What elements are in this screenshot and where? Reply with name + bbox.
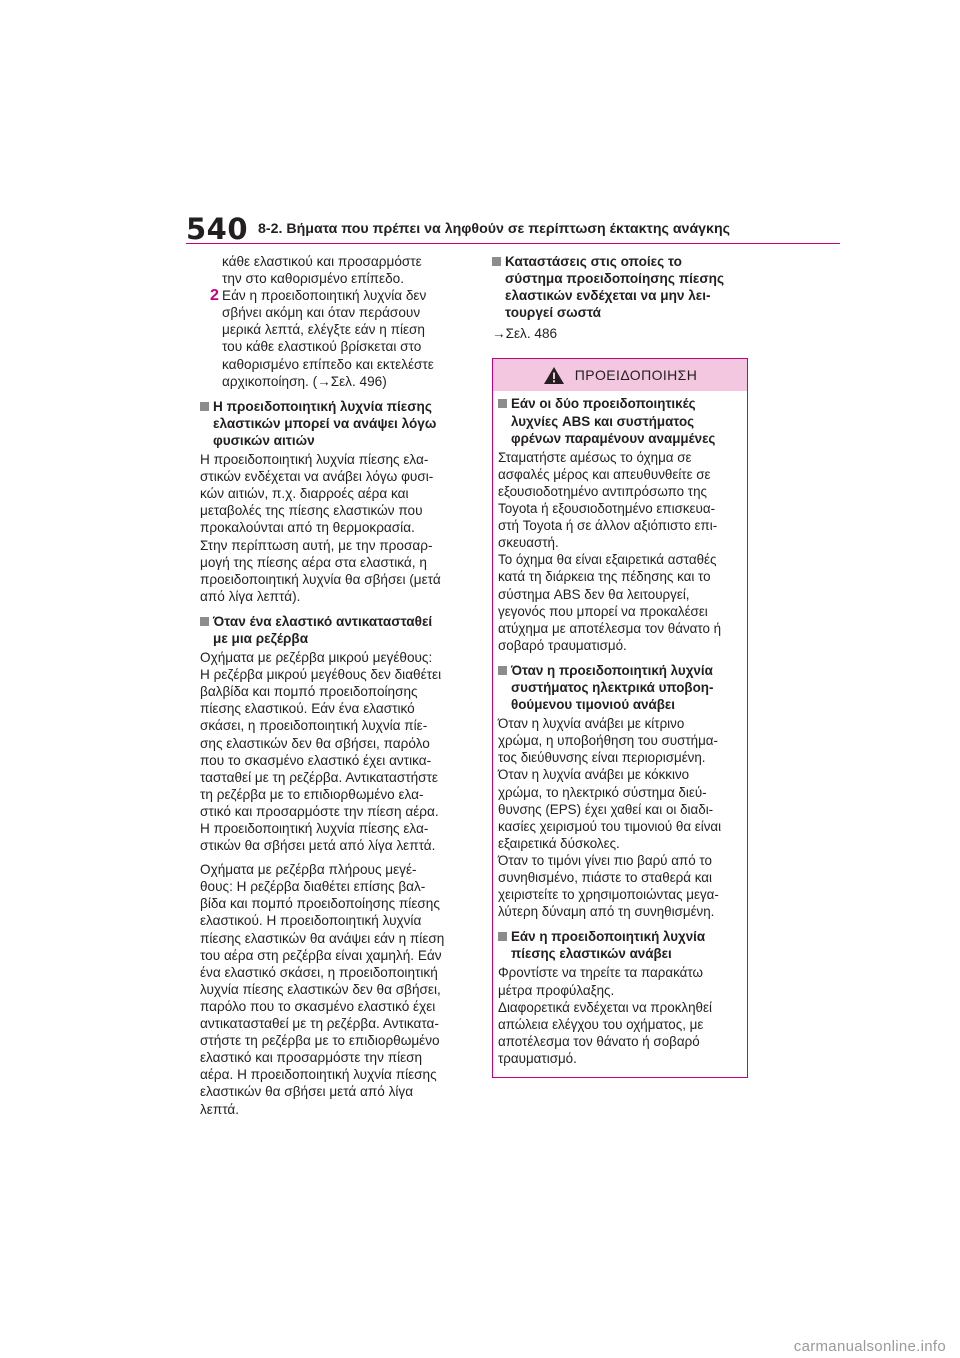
text-line: αποτέλεσμα τον θάνατο ή σοβαρό bbox=[498, 1033, 700, 1049]
text-line: σβήνει ακόμη και όταν περάσουν bbox=[222, 305, 421, 321]
warning-heading-abs-brake bbox=[498, 395, 742, 446]
intro-text bbox=[200, 253, 468, 287]
warning-box bbox=[492, 358, 748, 1078]
text-line: Όταν η λυχνία ανάβει με κόκκινο bbox=[498, 767, 690, 783]
square-bullet-icon bbox=[200, 617, 209, 626]
text-line: λύτερη δύναμη από τη συνηθισμένη. bbox=[498, 904, 715, 920]
heading-line: πίεσης ελαστικών ανάβει bbox=[511, 946, 672, 962]
warning-heading-tire-pressure bbox=[498, 928, 742, 962]
heading-line: ελαστικών ενδέχεται να μην λει- bbox=[505, 288, 711, 304]
text-line: Σταματήστε αμέσως το όχημα σε bbox=[498, 449, 692, 465]
text-line: μογή της πίεσης αέρα στα ελαστικά, η bbox=[200, 554, 427, 570]
heading-line: Η προειδοποιητική λυχνία πίεσης bbox=[213, 398, 432, 414]
paragraph-full-size-spare bbox=[200, 861, 468, 1117]
text-line: σκάσει, η προειδοποιητική λυχνία πίε- bbox=[200, 718, 428, 734]
text-line: στικών ενδέχεται να ανάβει λόγω φυσι- bbox=[200, 469, 434, 485]
page-reference-link[interactable]: →Σελ. 486 bbox=[492, 326, 558, 342]
warning-header bbox=[493, 359, 747, 391]
text-line: από λίγα λεπτά). bbox=[200, 588, 301, 604]
square-bullet-icon bbox=[498, 932, 507, 941]
text-line: προκαλούνται από τη θερμοκρασία. bbox=[200, 520, 415, 536]
heading-line: Εάν οι δύο προειδοποιητικές bbox=[511, 396, 696, 412]
text-line: Στην περίπτωση αυτή, με την προσαρ- bbox=[200, 537, 433, 553]
warning-triangle-icon bbox=[543, 366, 565, 385]
warning-title: ΠΡΟΕΙΔΟΠΟΙΗΣΗ bbox=[574, 367, 698, 384]
heading-line: τουργεί σωστά bbox=[505, 305, 602, 321]
warning-paragraph-abs-brake bbox=[498, 449, 742, 654]
text-line: του κάθε ελαστικού βρίσκεται στο bbox=[222, 339, 422, 355]
text-line: ελαστικού. Η προειδοποιητική λυχνία bbox=[200, 913, 422, 929]
text-line: χρώμα, το ηλεκτρικό σύστημα διεύ- bbox=[498, 784, 707, 800]
heading-line: φρένων παραμένουν αναμμένες bbox=[511, 430, 716, 446]
text-line: Οχήματα με ρεζέρβα πλήρους μεγέ- bbox=[200, 862, 417, 878]
text-line: στικών θα σβήσει μετά από λίγα λεπτά. bbox=[200, 838, 436, 854]
text-line: συνηθισμένο, πιάστε το σταθερά και bbox=[498, 870, 713, 885]
text-line: Φροντίστε να τηρείτε τα παρακάτω bbox=[498, 965, 703, 981]
heading-line: σύστημα προειδοποίησης πίεσης bbox=[505, 271, 725, 287]
text-line: ατύχημα με αποτέλεσμα τον θάνατο ή bbox=[498, 620, 722, 636]
text-line: στικό και προσαρμόστε την πίεση αέρα. bbox=[200, 803, 439, 819]
page-number: 540 bbox=[186, 212, 249, 246]
text-line: εξουσιοδοτημένο αντιπρόσωπο της bbox=[498, 483, 707, 499]
text-line: ελαστικό και προσαρμόστε την πίεση bbox=[200, 1050, 423, 1066]
heading-line: θούμενου τιμονιού ανάβει bbox=[511, 697, 675, 713]
text-line: βαλβίδα και πομπό προειδοποίησης bbox=[200, 684, 418, 700]
text-line: κών αιτιών, π.χ. διαρροές αέρα και bbox=[200, 486, 409, 502]
text-line: μέτρα προφύλαξης. bbox=[498, 982, 615, 998]
text-line: θυνσης (EPS) έχει χαθεί και οι διαδι- bbox=[498, 801, 714, 817]
text-line: Διαφορετικά ενδέχεται να προκληθεί bbox=[498, 999, 712, 1015]
text-line: λεπτά. bbox=[200, 1101, 240, 1117]
text-line: κατά τη διάρκεια της πέδησης και το bbox=[498, 569, 711, 585]
square-bullet-icon bbox=[492, 257, 501, 266]
text-line: Η προειδοποιητική λυχνία πίεσης ελα- bbox=[200, 821, 429, 836]
text-line: σης ελαστικών δεν θα σβήσει, παρόλο bbox=[200, 735, 430, 751]
text-line: κάθε ελαστικού και προσαρμόστε bbox=[222, 254, 422, 269]
heading-line: Καταστάσεις στις οποίες το bbox=[505, 254, 682, 269]
text-line: θους: Η ρεζέρβα διαθέτει επίσης βαλ- bbox=[200, 879, 426, 895]
section-heading-natural-causes bbox=[200, 398, 468, 449]
text-line: που το σκασμένο ελαστικό έχει αντικα- bbox=[200, 752, 432, 768]
text-line: πίεσης ελαστικών θα ανάψει εάν η πίεση bbox=[200, 930, 445, 946]
section-heading-spare-tire bbox=[200, 613, 468, 647]
square-bullet-icon bbox=[498, 399, 507, 408]
text-line: ένα ελαστικό σκάσει, η προειδοποιητική bbox=[200, 964, 438, 980]
text-line: στή Toyota ή σε άλλον αξιόπιστο επι- bbox=[498, 518, 718, 534]
paragraph-compact-spare bbox=[200, 649, 468, 854]
text-line: μερικά λεπτά, ελέγξτε εάν η πίεση bbox=[222, 322, 425, 338]
text-line: πίεσης ελαστικού. Εάν ένα ελαστικό bbox=[200, 701, 415, 717]
text-line: γεγονός που μπορεί να προκαλέσει bbox=[498, 603, 708, 619]
text-line: σκευαστή. bbox=[498, 535, 559, 551]
text-line: ελαστικών θα σβήσει μετά από λίγα bbox=[200, 1084, 414, 1100]
right-column bbox=[492, 253, 750, 1078]
text-line: σοβαρό τραυματισμό. bbox=[498, 637, 627, 653]
text-line: κασίες χειρισμού του τιμονιού θα είναι bbox=[498, 818, 722, 834]
left-column bbox=[200, 253, 468, 1118]
text-line: Εάν η προειδοποιητική λυχνία δεν bbox=[222, 288, 427, 304]
text-line: καθορισμένο επίπεδο και εκτελέστε bbox=[222, 356, 434, 372]
square-bullet-icon bbox=[498, 666, 507, 675]
text-line: την στο καθορισμένο επίπεδο. bbox=[222, 271, 404, 287]
text-line: σύστημα ABS δεν θα λειτουργεί, bbox=[498, 586, 690, 602]
text-line: μεταβολές της πίεσης ελαστικών που bbox=[200, 503, 423, 519]
heading-line: Εάν η προειδοποιητική λυχνία bbox=[511, 929, 706, 945]
text-line: Toyota ή εξουσιοδοτημένο επισκευα- bbox=[498, 501, 716, 517]
section-title: 8-2. Βήματα που πρέπει να ληφθούν σε περίπτωση έκτακτης ανάγκης bbox=[258, 221, 731, 237]
step-2 bbox=[200, 287, 468, 390]
text-line: τη ρεζέρβα με το επιδιορθωμένο ελα- bbox=[200, 786, 424, 802]
text-line: του αέρα στη ρεζέρβα είναι χαμηλή. Εάν bbox=[200, 947, 442, 963]
warning-paragraph-eps bbox=[498, 715, 742, 920]
text-line: Η ρεζέρβα μικρού μεγέθους δεν διαθέτει bbox=[200, 667, 442, 683]
text-line: λυχνία πίεσης ελαστικών δεν θα σβήσει, bbox=[200, 981, 441, 997]
text-line: Όταν η λυχνία ανάβει με κίτρινο bbox=[498, 716, 685, 732]
heading-line: Όταν η προειδοποιητική λυχνία bbox=[511, 662, 713, 678]
text-line: προειδοποιητική λυχνία θα σβήσει (μετά bbox=[200, 571, 441, 587]
text-line: αντικατασταθεί με τη ρεζέρβα. Αντικατα- bbox=[200, 1016, 439, 1032]
warning-paragraph-tire-pressure bbox=[498, 964, 742, 1067]
heading-line: με μια ρεζέρβα bbox=[213, 630, 309, 646]
step-number: 2 bbox=[210, 287, 219, 305]
watermark-text: carmanualsonline.info bbox=[793, 1338, 946, 1355]
heading-line: Όταν ένα ελαστικό αντικατασταθεί bbox=[213, 613, 433, 629]
text-line: βίδα και πομπό προειδοποίησης πίεσης bbox=[200, 896, 440, 912]
text-line: στήστε τη ρεζέρβα με το επιδιορθωμένο bbox=[200, 1033, 440, 1049]
warning-heading-eps bbox=[498, 662, 742, 713]
text-line: χειριστείτε το χρησιμοποιώντας μεγα- bbox=[498, 887, 719, 903]
text-line: εξαιρετικά δύσκολες. bbox=[498, 835, 620, 851]
header-divider bbox=[186, 243, 840, 244]
text-line: τραυματισμό. bbox=[498, 1050, 577, 1066]
text-line: αέρα. Η προειδοποιητική λυχνία πίεσης bbox=[200, 1067, 437, 1083]
text-line: τασταθεί με τη ρεζέρβα. Αντικαταστήστε bbox=[200, 769, 438, 785]
square-bullet-icon bbox=[200, 402, 209, 411]
text-line: τος διεύθυνσης είναι περιορισμένη. bbox=[498, 750, 706, 766]
heading-line: λυχνίες ABS και συστήματος bbox=[511, 413, 695, 429]
heading-line: συστήματος ηλεκτρικά υποβοη- bbox=[511, 679, 714, 695]
text-line: Όταν το τιμόνι γίνει πιο βαρύ από το bbox=[498, 852, 712, 868]
text-line: Οχήματα με ρεζέρβα μικρού μεγέθους: bbox=[200, 650, 433, 666]
section-heading-system-malfunction bbox=[492, 253, 750, 321]
paragraph-natural-causes bbox=[200, 451, 468, 605]
text-line: παρόλο που το σκασμένο ελαστικό έχει bbox=[200, 998, 436, 1014]
text-line: χρώμα, η υποβοήθηση του συστήμα- bbox=[498, 733, 719, 749]
heading-line: φυσικών αιτιών bbox=[213, 432, 315, 448]
heading-line: ελαστικών μπορεί να ανάψει λόγω bbox=[213, 415, 437, 431]
text-line: ασφαλές μέρος και απευθυνθείτε σε bbox=[498, 466, 711, 482]
text-line: Η προειδοποιητική λυχνία πίεσης ελα- bbox=[200, 452, 429, 468]
text-line: απώλεια ελέγχου του οχήματος, με bbox=[498, 1016, 704, 1032]
text-line: αρχικοποίηση. (→Σελ. 496) bbox=[222, 373, 387, 389]
text-line: Το όχημα θα είναι εξαιρετικά ασταθές bbox=[498, 552, 717, 568]
